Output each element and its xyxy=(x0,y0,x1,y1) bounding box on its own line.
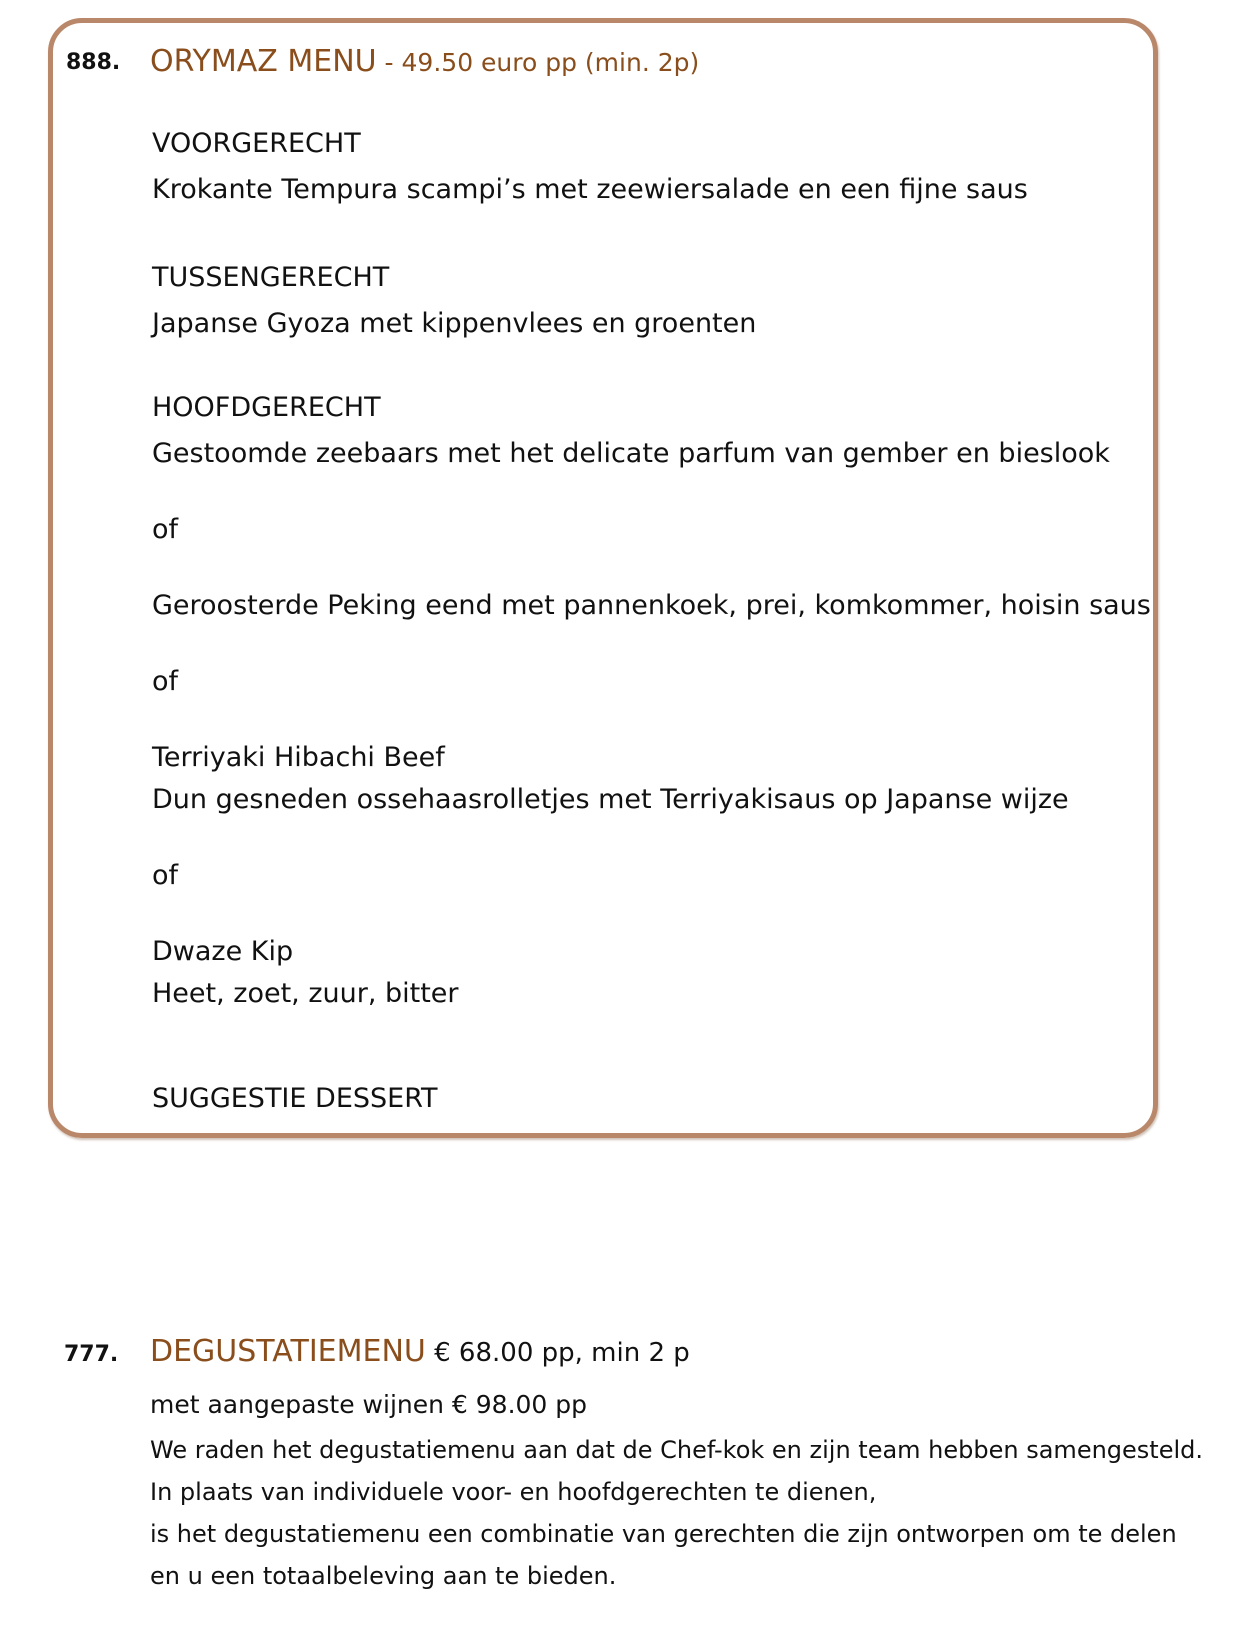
hoofdgerecht-option-3-desc: Dun gesneden ossehaasrolletjes met Terriyakisaus op Japanse wijze xyxy=(152,784,1069,815)
tussengerecht-item: Japanse Gyoza met kippenvlees en groenten xyxy=(152,308,757,339)
dessert-heading: SUGGESTIE DESSERT xyxy=(152,1083,438,1114)
degustatie-number: 777. xyxy=(64,1342,119,1367)
menu-number: 888. xyxy=(66,50,121,75)
tussengerecht-heading: TUSSENGERECHT xyxy=(152,262,390,293)
degustatie-wine-line: met aangepaste wijnen € 98.00 pp xyxy=(150,1390,588,1419)
degustatie-title-name: DEGUSTATIEMENU xyxy=(150,1334,426,1369)
hoofdgerecht-option-3-title: Terriyaki Hibachi Beef xyxy=(152,742,445,773)
menu-title xyxy=(150,44,699,79)
or-separator-3: of xyxy=(152,860,179,891)
hoofdgerecht-option-4-title: Dwaze Kip xyxy=(152,936,294,967)
degustatie-desc-3: is het degustatiemenu een combinatie van gerechten die zijn ontworpen om te delen xyxy=(150,1520,1177,1548)
degustatie-title-price: € 68.00 pp, min 2 p xyxy=(425,1338,690,1368)
voorgerecht-heading: VOORGERECHT xyxy=(152,128,361,159)
or-separator-1: of xyxy=(152,514,179,545)
hoofdgerecht-heading: HOOFDGERECHT xyxy=(152,392,381,423)
hoofdgerecht-option-2: Geroosterde Peking eend met pannenkoek, prei, komkommer, hoisin saus xyxy=(152,590,1151,621)
voorgerecht-item: Krokante Tempura scampi’s met zeewiersalade en een fijne saus xyxy=(152,174,1028,205)
hoofdgerecht-option-1: Gestoomde zeebaars met het delicate parfum van gember en bieslook xyxy=(152,438,1110,469)
degustatie-title xyxy=(150,1334,690,1369)
degustatie-desc-4: en u een totaalbeleving aan te bieden. xyxy=(150,1562,617,1590)
or-separator-2: of xyxy=(152,666,179,697)
menu-title-price: - 49.50 euro pp (min. 2p) xyxy=(376,48,700,77)
degustatie-desc-1: We raden het degustatiemenu aan dat de Chef-kok en zijn team hebben samengesteld. xyxy=(150,1436,1203,1464)
menu-title-name: ORYMAZ MENU xyxy=(150,44,377,79)
hoofdgerecht-option-4-desc: Heet, zoet, zuur, bitter xyxy=(152,978,459,1009)
degustatie-desc-2: In plaats van individuele voor- en hoofdgerechten te dienen, xyxy=(150,1478,877,1506)
